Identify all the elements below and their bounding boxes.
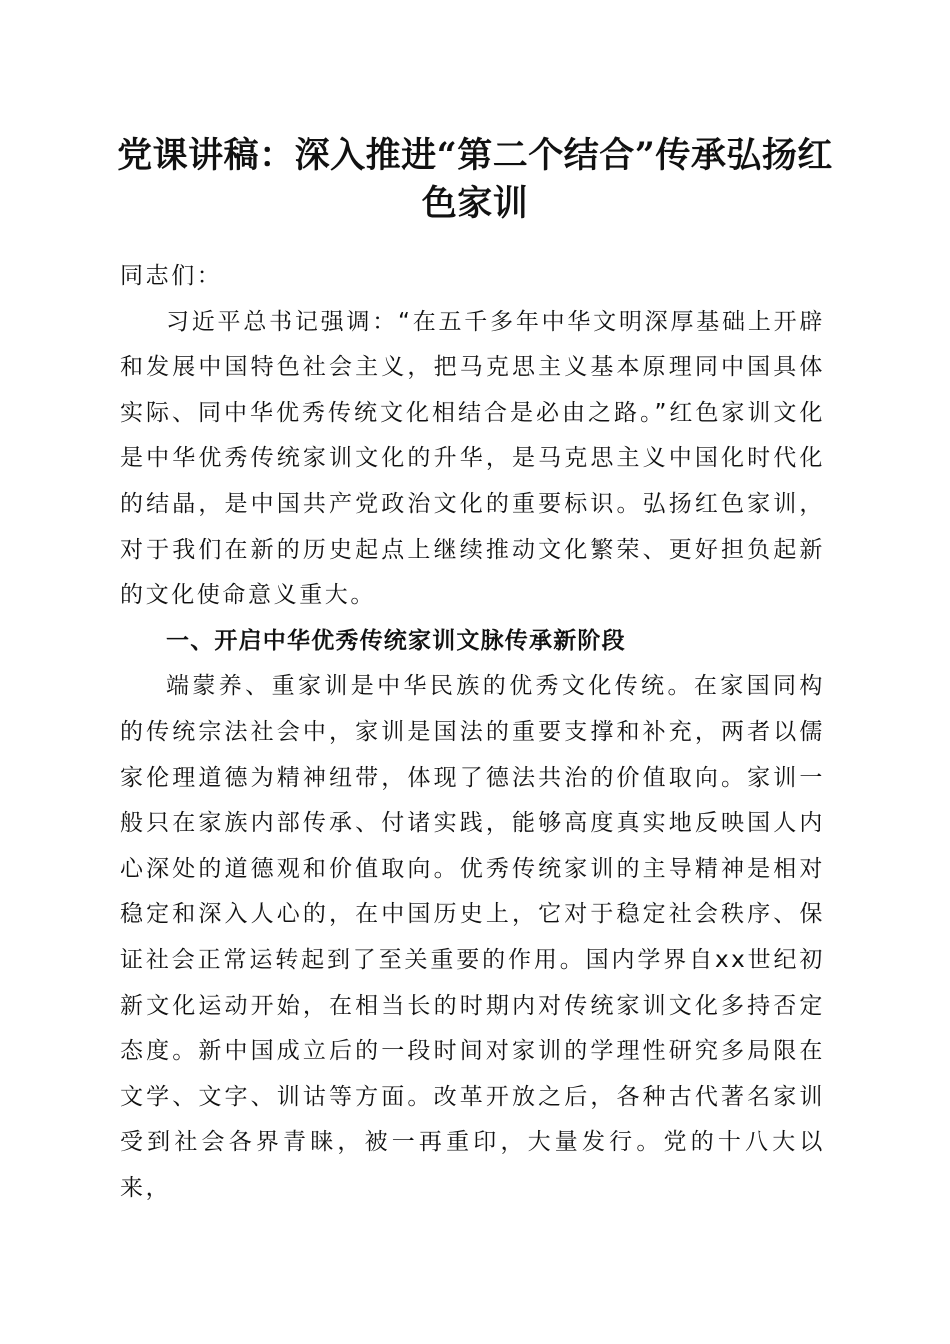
salutation: 同志们： xyxy=(120,263,223,289)
document-body xyxy=(120,254,825,1211)
document-title: 党课讲稿：深入推进“第二个结合”传承弘扬红色家训 xyxy=(117,135,833,224)
section-heading-1: 一、开启中华优秀传统家训文脉传承新阶段 xyxy=(166,627,626,654)
paragraph-section-1: 端蒙养、重家训是中华民族的优秀文化传统。在家国同构的传统宗法社会中，家训是国法的重要支撑和补充，两者以儒家伦理道德为精神纽带，体现了德法共治的价值取向。家训一般只在家族内部传承、付诸实践，能够高度真实地反映国人内心深处的道德观和价值取向。优秀传统家训的主导精神是相对稳定和深入人心的，在中国历史上，它对于稳定社会秩序、保证社会正常运转起到了至关重要的作用。国内学界自xx世纪初新文化运动开始，在相当长的时期内对传统家训文化多持否定态度。新中国成立后的一段时间对家训的学理性研究多局限在文学、文字、训诂等方面。改革开放之后，各种古代著名家训受到社会各界青睐，被一再重印，大量发行。党的十八大以来， xyxy=(120,673,825,1201)
paragraph-intro: 习近平总书记强调：“在五千多年中华文明深厚基础上开辟和发展中国特色社会主义，把马克思主义基本原理同中国具体实际、同中华优秀传统文化相结合是必由之路。”红色家训文化是中华优秀传统家训文化的升华，是马克思主义中国化时代化的结晶，是中国共产党政治文化的重要标识。弘扬红色家训，对于我们在新的历史起点上继续推动文化繁荣、更好担负起新的文化使命意义重大。 xyxy=(120,308,825,609)
